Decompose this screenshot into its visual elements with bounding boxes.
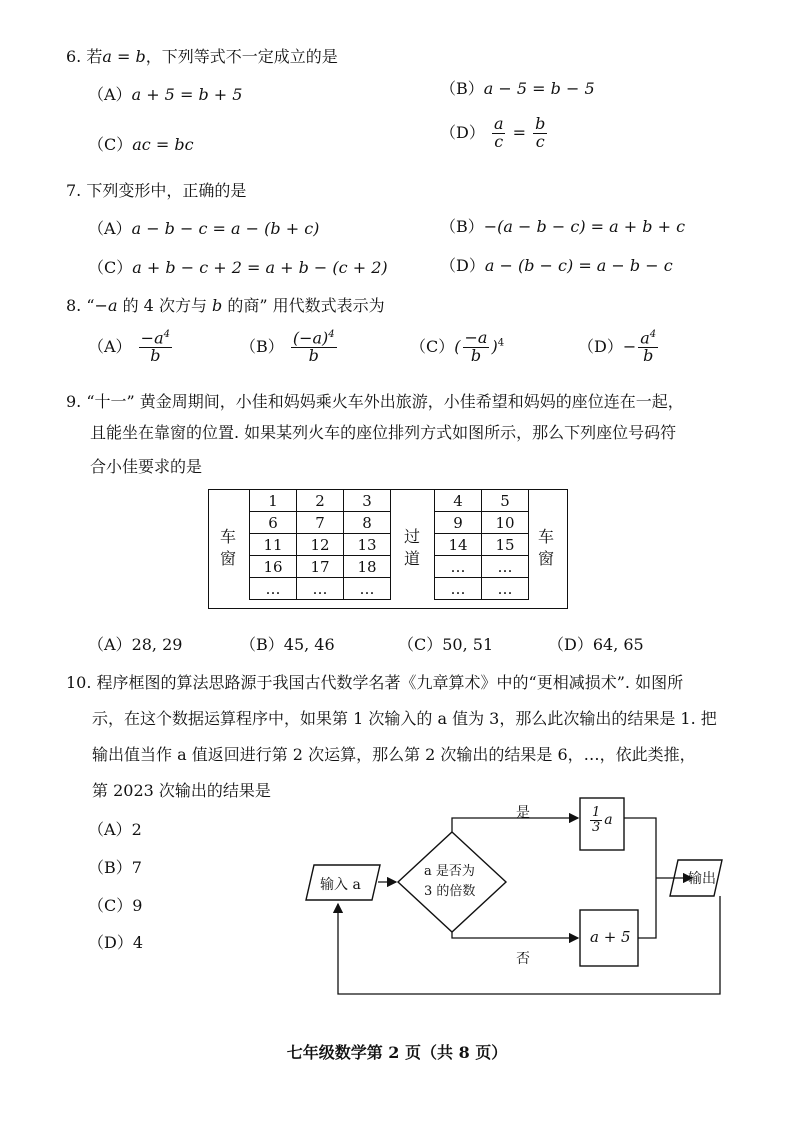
left-row: [250, 512, 391, 534]
q9-option-a[interactable]: （A）28, 29: [88, 635, 183, 654]
seat-cell: …: [482, 556, 529, 578]
seat-cell: 15: [482, 534, 529, 556]
q7-option-a[interactable]: （A）a − b − c = a − (b + c): [88, 219, 320, 238]
seat-cell: 9: [435, 512, 482, 534]
seat-cell: …: [482, 578, 529, 600]
no-label: 否: [516, 951, 530, 967]
seat-grid-left: [249, 489, 391, 600]
q8-option-b[interactable]: （B） $\frac{(-a)^4}{b}$: [240, 328, 335, 366]
right-row: [435, 556, 529, 578]
seat-cell: 14: [435, 534, 482, 556]
q6-option-b[interactable]: （B）a − 5 = b − 5: [440, 79, 595, 98]
window-right-label: 车窗: [537, 527, 554, 568]
seat-cell: 12: [297, 534, 344, 556]
seat-cell: …: [250, 578, 297, 600]
q9-stem-line1: 9. “十一” 黄金周期间，小佳和妈妈乘火车外出旅游，小佳希望和妈妈的座位连在一起，: [66, 392, 684, 411]
q6-option-c[interactable]: （C）ac = bc: [88, 135, 194, 154]
seat-cell: …: [297, 578, 344, 600]
q9-stem-line3: 合小佳要求的是: [90, 457, 203, 476]
seat-cell: 16: [250, 556, 297, 578]
seat-cell: 3: [344, 490, 391, 512]
q8-option-d[interactable]: （D）− $\frac{a^4}{b}$: [578, 328, 657, 366]
q8-option-c[interactable]: （C）( $\frac{-a}{b}$ )$^4$: [410, 328, 505, 365]
q9-option-b[interactable]: （B）45, 46: [240, 635, 335, 654]
left-row: [250, 534, 391, 556]
q7-option-b[interactable]: （B）−(a − b − c) = a + b + c: [440, 217, 686, 236]
seat-cell: 4: [435, 490, 482, 512]
yes-expression: $\frac{1}{3}$ a: [592, 805, 613, 835]
seat-cell: 11: [250, 534, 297, 556]
seat-cell: 7: [297, 512, 344, 534]
q10-stem-line2: 示，在这个数据运算程序中，如果第 1 次输入的 a 值为 3，那么此次输出的结果是 1. 把: [92, 709, 717, 728]
q9-option-c[interactable]: （C）50, 51: [398, 635, 494, 654]
page-footer: 七年级数学第 2 页（共 8 页）: [286, 1043, 508, 1062]
q7-option-c[interactable]: （C）a + b − c + 2 = a + b − (c + 2): [88, 258, 388, 277]
q6-option-a[interactable]: （A）a + 5 = b + 5: [88, 85, 243, 104]
q10-stem-line1: 10. 程序框图的算法思路源于我国古代数学名著《九章算术》中的“更相减损术”. 如图所: [66, 673, 684, 692]
window-left-label: 车窗: [219, 527, 236, 568]
seat-cell: 17: [297, 556, 344, 578]
q9-stem-line2: 且能坐在靠窗的位置. 如果某列火车的座位排列方式如图所示，那么下列座位号码符: [90, 423, 677, 442]
q10-option-c[interactable]: （C）9: [88, 896, 143, 915]
right-row: [435, 490, 529, 512]
no-expression: a + 5: [590, 928, 631, 946]
q7-option-d[interactable]: （D）a − (b − c) = a − b − c: [440, 256, 673, 275]
seat-cell: 10: [482, 512, 529, 534]
q9-option-d[interactable]: （D）64, 65: [548, 635, 644, 654]
q8-stem: 8. “−a 的 4 次方与 b 的商” 用代数式表示为: [66, 296, 385, 315]
seat-cell: 5: [482, 490, 529, 512]
output-label: 输出: [688, 871, 716, 887]
seat-cell: …: [435, 578, 482, 600]
q6-stem: 6. 若a = b，下列等式不一定成立的是: [66, 47, 338, 66]
left-row: [250, 556, 391, 578]
seat-table: [208, 489, 568, 609]
right-row: [435, 578, 529, 600]
seat-cell: 8: [344, 512, 391, 534]
seat-grid-right: [434, 489, 529, 600]
seat-cell: …: [435, 556, 482, 578]
q7-stem: 7. 下列变形中，正确的是: [66, 181, 247, 200]
right-row: [435, 512, 529, 534]
flowchart-lines: [300, 790, 730, 1000]
q10-stem-line3: 输出值当作 a 值返回进行第 2 次运算，那么第 2 次输出的结果是 6，…，依此类推，: [92, 745, 696, 764]
left-row: [250, 578, 391, 600]
yes-label: 是: [516, 805, 530, 821]
seat-cell: 6: [250, 512, 297, 534]
seat-cell: 1: [250, 490, 297, 512]
seat-cell: …: [344, 578, 391, 600]
aisle-label: 过道: [403, 527, 420, 568]
q10-option-a[interactable]: （A）2: [88, 820, 142, 839]
q6-option-d[interactable]: （D） $\frac{a}{c}$ = $\frac{b}{c}$: [440, 114, 546, 151]
flowchart: [300, 790, 730, 1000]
seat-cell: 13: [344, 534, 391, 556]
q10-option-d[interactable]: （D）4: [88, 933, 144, 952]
input-label: 输入 a: [320, 877, 361, 893]
condition-line2: 3 的倍数: [424, 884, 476, 899]
condition-line1: a 是否为: [424, 864, 475, 879]
q10-option-b[interactable]: （B）7: [88, 858, 142, 877]
left-row: [250, 490, 391, 512]
right-row: [435, 534, 529, 556]
seat-cell: 2: [297, 490, 344, 512]
q10-stem-line4: 第 2023 次输出的结果是: [92, 781, 271, 800]
seat-cell: 18: [344, 556, 391, 578]
q8-option-a[interactable]: （A） $\frac{-a^4}{b}$: [88, 328, 170, 366]
